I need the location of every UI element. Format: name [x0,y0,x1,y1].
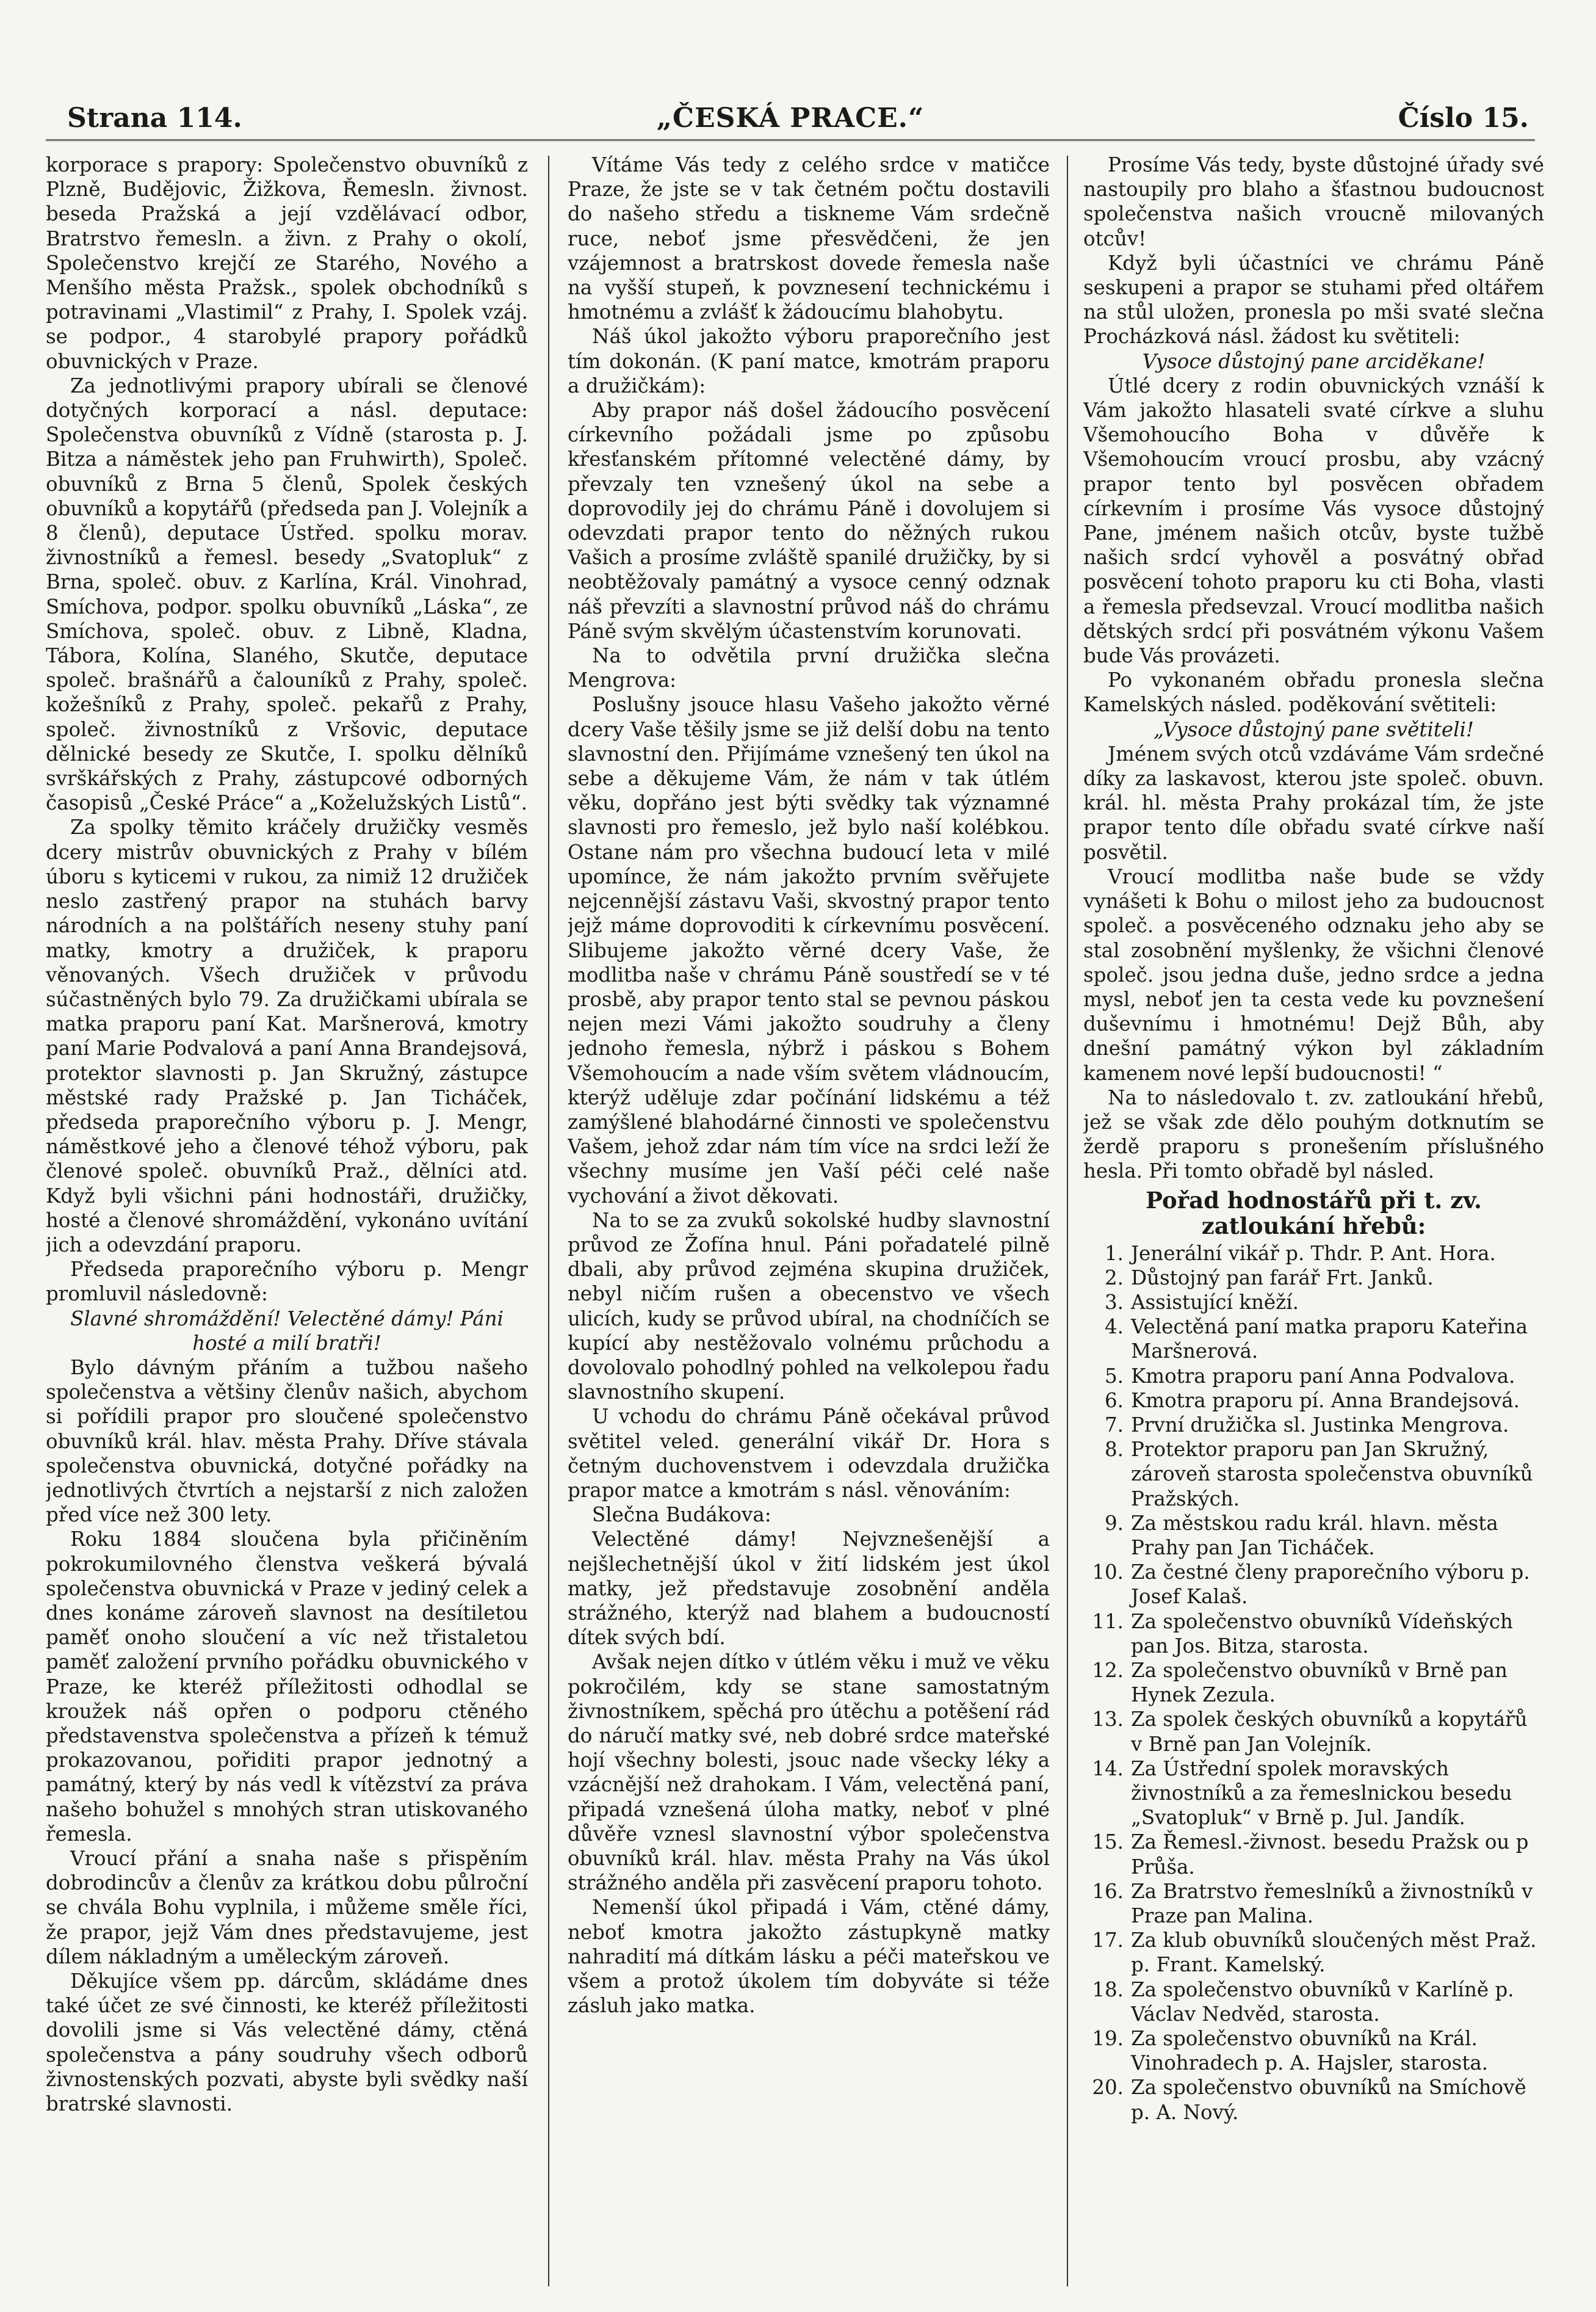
list-item: 1. Jenerální vikář p. Thdr. P. Ant. Hora. [1104,1241,1496,1265]
list-item: 14. Za Ústřední spolek moravských živnostníků a za řemeslnickou besedu „Svatopluk“ v Brně p. Jul. Jandík. [1092,1756,1512,1830]
list-item: 18. Za společenstvo obuvníků v Karlíně p. Václav Nedvěd, starosta. [1092,1977,1514,2026]
paragraph: Vítáme Vás tedy z celého srdce v matičce Praze, že jste se v tak četném počtu dostavili do našeho středu a tiskneme Vám srdečně ruce, neboť jsme přesvědčeni, že jen vzájemnost a bratrskost dovede řemesla naše na vyšší stupeň, k povznesení technickému i hmotnému a zvlášť k žádoucímu blahobytu. [568,153,1050,324]
paragraph: Nemenší úkol připadá i Vám, ctěné dámy, neboť kmotra jakožto zástupkyně matky nahradití má dítkám lásku a péči mateřskou ve všem a protož úkolem tím dobyváte si téže zásluh jako matka. [568,1896,1050,2018]
list-item: 15. Za Řemesl.-živnost. besedu Pražsk ou p Průša. [1092,1830,1529,1879]
paragraph: Avšak nejen dítko v útlém věku i muž ve věku pokročilém, kdy se stane samostatným živnostníkem, spěchá pro útěchu a potěšení rád do náručí matky své, neb dobré srdce mateřské hojí všechny bolesti, jsouc nade všecky léky a vzácnější než drahokam. I Vám, velectěná paní, připadá vznešená úloha matky, neboť v plné důvěře vznesl slavnostní výbor společenstva obuvníků král. hlav. města Prahy na Vás úkol strážného anděla při zasvěcení praporu tohoto. [568,1650,1050,1895]
list-item: 8. Protektor praporu pan Jan Skružný, zároveň starosta společenstva obuvníků Pražských. [1104,1438,1533,1510]
list-item: 10. Za čestné členy praporečního výboru p. Josef Kalaš. [1092,1560,1530,1609]
list-item: 16. Za Bratrstvo řemeslníků a živnostníků v Praze pan Malina. [1092,1879,1533,1928]
list-item: 13. Za spolek českých obuvníků a kopytářů v Brně pan Jan Volejník. [1092,1708,1528,1756]
paragraph: Vroucí modlitba naše bude se vždy vynášeti k Bohu o milost jeho za budoucnost společ. a posvěceného odznaku jeho aby se stal zosobnění myšlenky, že všichni členové společ. jsou jedna duše, jedno srdce a jedna mysl, neboť jen ta cesta vede ku povznešení duševnímu i hmotnému! Dejž Bůh, aby dnešní památný výkon byl základním kamenem nové lepší budoucnosti! “ [1083,864,1544,1085]
paragraph: Prosíme Vás tedy, byste důstojné úřady své nastoupily pro blaho a šťastnou budoucnost společenstva našich vroucně milovaných otcův! [1083,153,1544,250]
list-item: 17. Za klub obuvníků sloučených měst Praž. p. Frant. Kamelský. [1092,1929,1537,1977]
paragraph: Předseda praporečního výboru p. Mengr promluvil následovně: [46,1258,528,1306]
salutation: Vysoce důstojný pane arciděkane! [1142,349,1486,373]
paragraph: Za jednotlivými prapory ubírali se členové dotyčných korporací a násl. deputace: Společenstva obuvníků z Vídně (starosta p. J. Bitza a náměstek jeho pan Fruhwirth), Společ. obuvníků z Brna 5 členů, Spolek českých obuvníků a kopytářů (předseda pan J. Volejník a 8 členů), deputace Ústřed. spolku morav. živnostníků a řemesl. besedy „Svatopluk“ z Brna, společ. obuv. z Karlína, Král. Vinohrad, Smíchova, podpor. spolku obuvníků „Láska“, ze Smíchova, společ. obuv. z Libně, Kladna, Tábora, Kolína, Slaného, Skutče, deputace společ. brašnářů a čalouníků z Prahy, společ. kožešníků z Prahy, společ. pekařů z Prahy, společ. živnostníků z Vršovic, deputace dělnické besedy ze Skutče, I. spolku dělníků svrškářských z Prahy, zástupcové odborných časopisů „České Práce“ a „Koželužských Listů“. [46,374,528,815]
list-item: 5. Kmotra praporu paní Anna Podvalova. [1104,1364,1515,1388]
list-item: 3. Assistující kněží. [1104,1290,1299,1314]
masthead-title: „ČESKÁ PRACE.“ [656,103,925,134]
paragraph: Když byli účastníci ve chrámu Páně seskupeni a prapor se stuhami před oltářem na stůl uložen, pronesla po mši svaté slečna Procházková násl. žádost ku světiteli: [1083,251,1544,349]
page-header [46,103,1535,141]
paragraph: Po vykonaném obřadu pronesla slečna Kamelských násled. poděkování světiteli: [1083,669,1544,717]
paragraph: Roku 1884 sloučena byla přičiněním pokrokumilovného členstva veškerá bývalá společenstva obuvnická v Praze v jediný celek a dnes konáme zároveň slavnost na desítiletou paměť onoho sloučení a víc než třistaletou paměť založení prvního pořádku obuvnického v Praze, ke kteréž příležitosti odhodlal se kroužek náš opřen o podporu ctěného představenstva společenstva a přízeň k témuž prokazovanou, pořiditi prapor jednotný a památný, který by nás vedl k vítězství za práva našeho bohužel s mnohých stran utiskovaného řemesla. [46,1527,528,1846]
column-divider [1067,156,1068,2286]
paragraph: Bylo dávným přáním a tužbou našeho společenstva a většiny členův našich, abychom si pořídili prapor pro sloučené společenstvo obuvníků král. hlav. města Prahy. Dříve stávala společenstva obuvnická, dotyčné pořádky na jednotlivých čtvrtích a nejstarší z nich založen před více než 300 lety. [46,1355,528,1527]
issue-number: Číslo 15. [1398,103,1529,134]
column-divider [548,156,549,2286]
paragraph: korporace s prapory: Společenstvo obuvníků z Plzně, Budějovic, Žižkova, Řemesln. živnost. beseda Pražská a její vzdělávací odbor, Bratrstvo řemesln. a živn. z Prahy o okolí, Společenstvo krejčí ze Starého, Nového a Menšího města Pražsk., spolek obchodníků s potravinami „Vlastimil“ z Prahy, I. Spolek vzáj. se podpor., 4 starobylé prapory pořádků obuvnických v Praze. [46,153,528,373]
list-item: 11. Za společenstvo obuvníků Vídeňských pan Jos. Bitza, starosta. [1092,1609,1513,1658]
paragraph: Poslušny jsouce hlasu Vašeho jakožto věrné dcery Vaše těšily jsme se již delší dobu na tento slavnostní den. Přijímáme vznešený ten úkol na sebe a děkujeme Vám, že nám v tak útlém věku, dopřáno jest býti svědky tak významné slavnosti pro řemeslo, jež bylo naší kolébkou. Ostane nám pro všechna budoucí leta v milé upomínce, že nám jakožto prvním svěřujete nejcennější zástavu Vaši, skvostný prapor tento jejž máme doprovoditi k církevnímu posvěcení. Slibujeme jakožto věrné dcery Vaše, že modlitba naše v chrámu Páně soustředí se v té prosbě, aby prapor tento stal se pevnou páskou nejen mezi Vámi jakožto soudruhy a členy jednoho řemesla, nýbrž i páskou s Bohem Všemohoucím a nade vším světem vládnoucím, kterýž uděluje zdar počínání lidskému a též zamýšlené blahodárné činnosti ve společenstvu Vašem, jehož zdar nám tím více na srdci leží že všechny musíme jen Vaší péči celé naše vychování a život děkovati. [568,693,1050,1208]
salutation: „Vysoce důstojný pane světiteli! [1154,717,1474,741]
article-column-2 [568,153,1050,2289]
article-column-1 [46,153,528,2289]
list-item: 4. Velectěná paní matka praporu Kateřina Maršnerová. [1104,1315,1528,1363]
paragraph: Aby prapor náš došel žádoucího posvěcení církevního požádali jsme po způsobu křesťanském přítomné velectěné dámy, by převzaly ten vznešený úkol na sebe a doprovodily jej do chrámu Páně i dovolujem si odevzdati prapor tento do něžných rukou Vašich a prosíme zvláště spanilé družičky, by si neobtěžovaly památný a vysoce cenný odznak náš převzíti a slavnostní průvod náš do chrámu Páně svým skvělým účastenstvím korunovati. [568,399,1050,643]
paragraph: Jménem svých otců vzdáváme Vám srdečné díky za laskavost, kterou jste společ. obuvn. král. hl. města Prahy prokázal tím, že jste prapor tento díle obřadu svaté církve naší posvětil. [1083,742,1544,864]
list-item: 6. Kmotra praporu pí. Anna Brandejsová. [1104,1388,1520,1412]
paragraph: Vroucí přání a snaha naše s přispěním dobrodincův a členův za krátkou dobu půlroční se chvála Bohu vyplnila, i můžeme směle říci, že prapor, jejž Vám dnes představujeme, jest dílem nákladným a uměleckým zároveň. [46,1847,528,1968]
dignitaries-list [1083,1241,1544,2125]
paragraph: Útlé dcery z rodin obuvnických vznáší k Vám jakožto hlasateli svaté církve a sluhu Všemohoucího Boha v důvěře k Všemohoucím vroucí prosbu, aby vzácný prapor tento byl posvěcen obřadem církevním i prosíme Vás vysoce důstojný Pane, jménem našich otcův, byste tužbě našich srdcí vyhověl a posvátný obřad posvěcení tohoto praporu ku cti Boha, vlasti a řemesla předsevzal. Vroucí modlitba našich dětských srdcí při posvátném výkonu Vašem bude Vás provázeti. [1083,374,1544,668]
paragraph: U vchodu do chrámu Páně očekával průvod světitel veled. generální vikář Dr. Hora s četným duchovenstvem i odevzdala družička prapor matce a kmotrám s násl. věnováním: [568,1405,1050,1502]
list-item: 9. Za městskou radu král. hlavn. města Prahy pan Jan Ticháček. [1104,1511,1498,1559]
paragraph: Náš úkol jakožto výboru praporečního jest tím dokonán. (K paní matce, kmotrám praporu a družičkám): [568,325,1050,397]
list-item: 2. Důstojný pan farář Frt. Janků. [1104,1266,1434,1289]
speaker-line: Slečna Budákova: [592,1503,771,1527]
list-item: 19. Za společenstvo obuvníků na Král. Vinohradech p. A. Hajsler, starosta. [1092,2027,1489,2075]
paragraph: Na to se za zvuků sokolské hudby slavnostní průvod ze Žofína hnul. Páni pořadatelé pilně dbali, aby průvod zejména skupina družiček, nebyl ničím rušen a obecenstvo ve všech ulicích, kudy se průvod ubíral, na chodníčích se kupící aby nestěžovalo volnému průchodu a dovolovalo pohodlný pohled na velkolepou řadu slavnostního skupení. [568,1208,1050,1404]
paragraph: Za spolky těmito kráčely družičky vesměs dcery mistrův obuvnických z Prahy v bílém úboru s kyticemi v rukou, za nimiž 12 družiček neslo zastřený prapor na stuhách barvy národních a na polštářích neseny stuhy paní matky, kmotry a družiček, k praporu věnovaných. Všech družiček v průvodu súčastněných bylo 79. Za družičkami ubírala se matka praporu paní Kat. Maršnerová, kmotry paní Marie Podvalová a paní Anna Brandejsová, protektor slavnosti p. Jan Skružný, zástupce městské rady Pražské p. Jan Ticháček, předseda praporečního výboru p. J. Mengr, náměstkové jeho a členové téhož výboru, pak členové společ. obuvníků Praž., dělníci atd. Když byli všichni páni hodnostáři, družičky, hosté a členové shromáždění, vykonáno uvítání jich a odevzdání praporu. [46,816,528,1256]
paragraph: Velectěné dámy! Nejvznešenější a nejšlechetnější úkol v žití lidském jest úkol matky, jež představuje zosobnění anděla strážného, kterýž nad blahem a budoucností dítek svých bdí. [568,1527,1050,1650]
dignitaries-heading: Pořad hodnostářů při t. zv. zatloukání hřebů: [1146,1186,1482,1239]
list-item: 12. Za společenstvo obuvníků v Brně pan Hynek Zezula. [1092,1658,1508,1707]
list-item: 7. První družička sl. Justinka Mengrova. [1104,1413,1509,1437]
salutation: Slavné shromáždění! Velectěné dámy! Páni hosté a milí bratři! [70,1306,504,1355]
paragraph: Na to odvětila první družička slečna Mengrova: [568,644,1050,692]
paragraph: Na to následovalo t. zv. zatloukání hřebů, jež se však zde dělo pouhým dotknutím se žerdě praporu s pronešením příslušného hesla. Při tomto obřadě byl násled. [1083,1085,1544,1183]
paragraph: Děkujíce všem pp. dárcům, skládáme dnes také účet ze své činnosti, ke kteréž příležitosti dovolili jsme si Vás velectěné dámy, ctěná společenstva a pány soudruhy všech odborů živnostenských pozvati, abyste byli svědky naší bratrské slavnosti. [46,1970,528,2116]
list-item: 20. Za společenstvo obuvníků na Smíchově p. A. Nový. [1092,2076,1526,2124]
page-number: Strana 114. [67,103,242,134]
article-column-3 [1083,153,1544,2289]
